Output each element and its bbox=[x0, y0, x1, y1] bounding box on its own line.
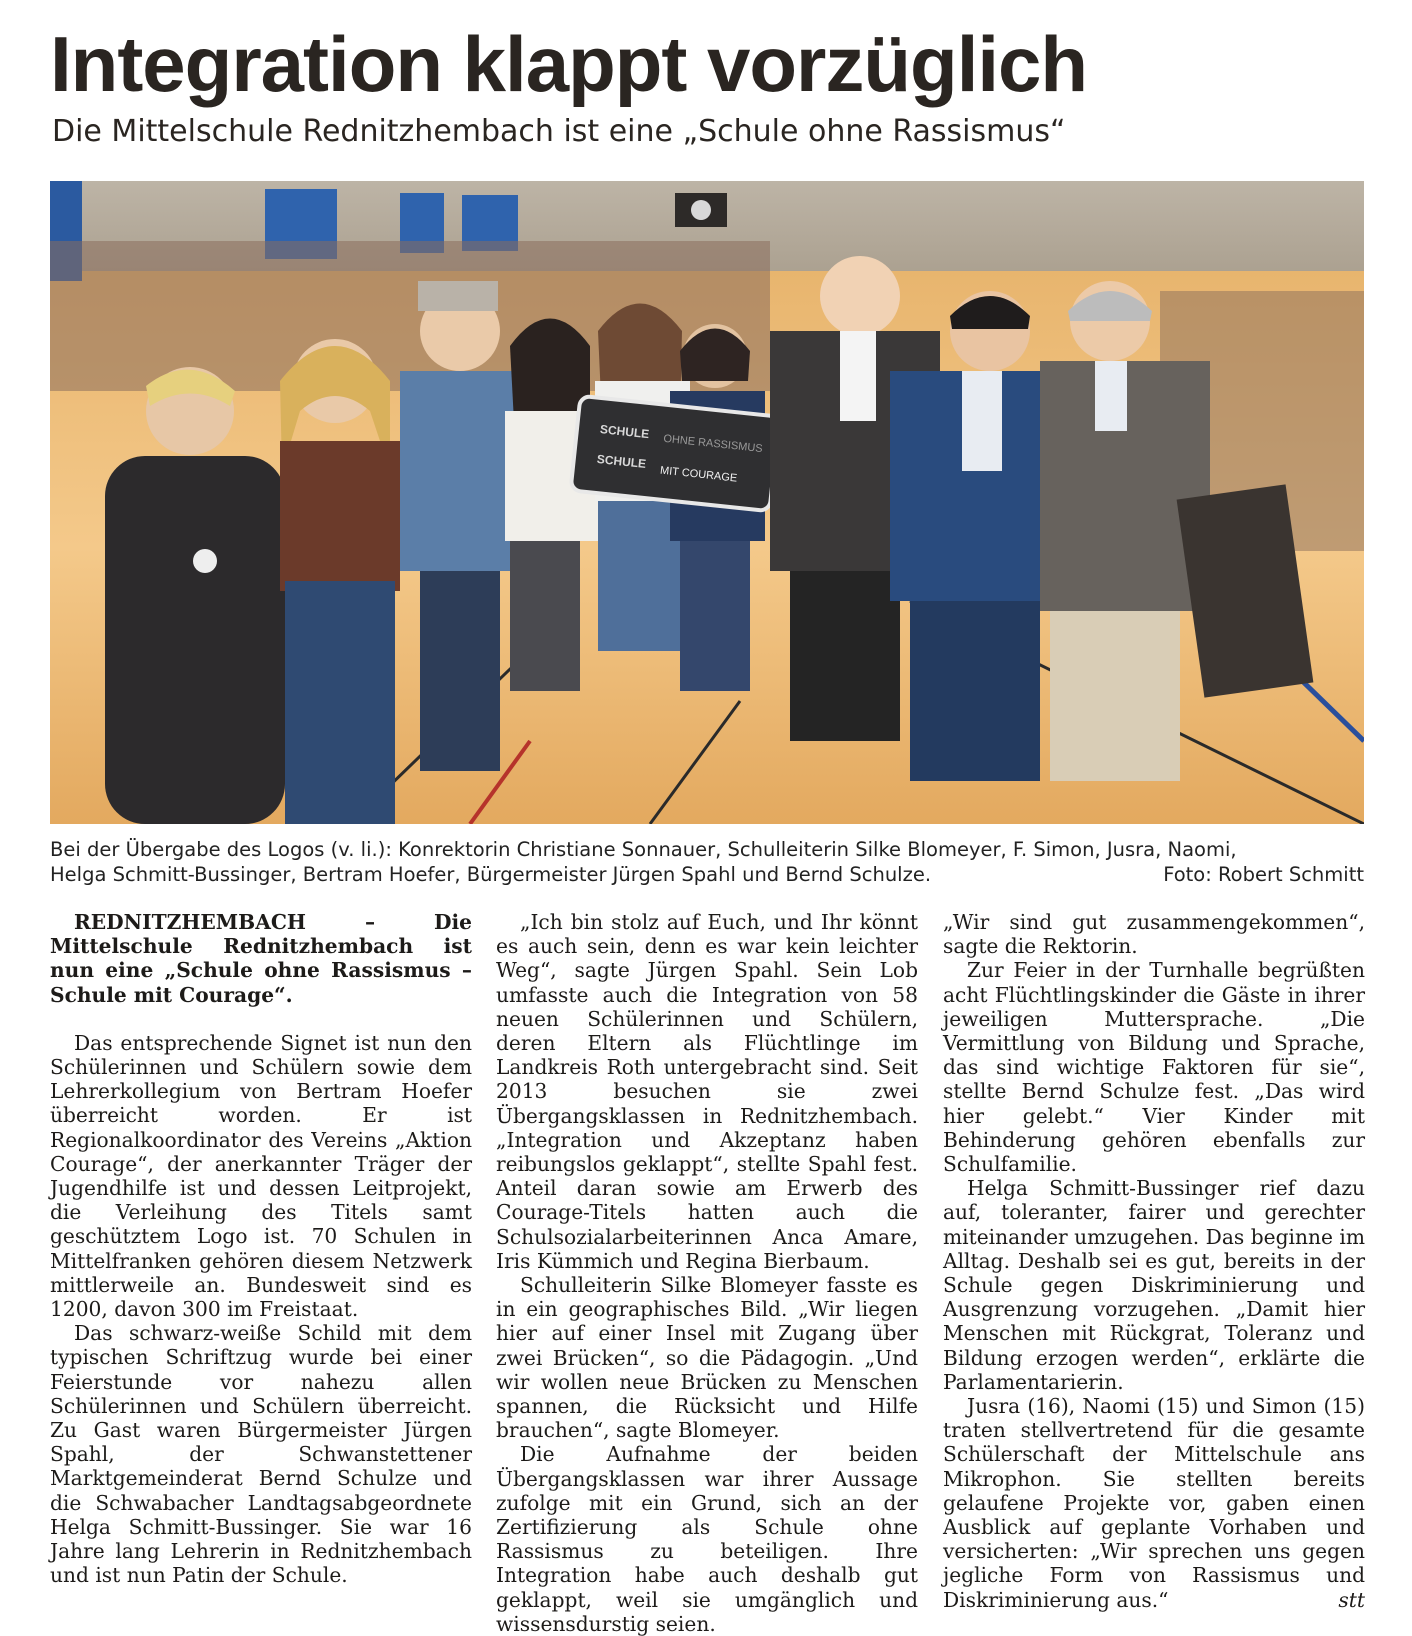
text-column-3 bbox=[943, 910, 1365, 1612]
body-paragraph: „Wir sind gut zusammengekommen“, sagte die Rektorin. bbox=[943, 910, 1365, 959]
article-photo bbox=[50, 181, 1364, 824]
body-paragraph: Schulleiterin Silke Blomeyer fasste es in ein geographisches Bild. „Wir liegen hier auf einer Insel mit Zugang über zwei Brücken“, so die Pädagogin. „Und wir wollen neue Brücken zu Menschen spannen, die Rücksicht und Hilfe brauchen“, sagte Blomeyer. bbox=[496, 1273, 918, 1443]
text-column-1 bbox=[50, 910, 472, 1587]
body-paragraph: Die Aufnahme der beiden Übergangsklassen war ihrer Aussage zufolge mit ein Grund, sich an der Zertifizierung als Schule ohne Rassismus zu beteiligen. Ihre Integration habe auch deshalb gut geklappt, weil sie umgänglich und wissensdurstig seien. bbox=[496, 1442, 918, 1636]
lead-paragraph: REDNITZHEMBACH – Die Mittelschule Rednitzhembach ist nun eine „Schule ohne Rassismus – Schule mit Courage“. bbox=[50, 910, 472, 1007]
body-paragraph: Zur Feier in der Turnhalle begrüßten acht Flüchtlingskinder die Gäste in ihrer jeweiligen Muttersprache. „Die Vermittlung von Bildung und Sprache, das sind wichtige Faktoren für sie“, stellte Bernd Schulze fest. „Das wird hier gelebt.“ Vier Kinder mit Behinderung gehören ebenfalls zur Schulfamilie. bbox=[943, 958, 1365, 1177]
body-paragraph: Jusra (16), Naomi (15) und Simon (15) traten stellvertretend für die gesamte Schülerschaft der Mittelschule ans Mikrophon. Sie stellten bereits gelaufene Projekte vor, gaben einen Ausblick auf geplante Vorhaben und versicherten: „Wir sprechen uns gegen jegliche Form von Rassismus und Diskriminierung aus.“ stt bbox=[943, 1394, 1365, 1612]
sign-text: SCHULE bbox=[596, 451, 647, 471]
body-paragraph: Das schwarz-weiße Schild mit dem typischen Schriftzug wurde bei einer Feierstunde vor nahezu allen Schülerinnen und Schülern überreicht. Zu Gast waren Bürgermeister Jürgen Spahl, der Schwanstettener Marktgemeinderat Bernd Schulze und die Schwabacher Landtagsabgeordnete Helga Schmitt-Bussinger. Sie war 16 Jahre lang Lehrerin in Rednitzhembach und ist nun Patin der Schule. bbox=[50, 1321, 472, 1588]
body-paragraph: „Ich bin stolz auf Euch, und Ihr könnt es auch sein, denn es war kein leichter Weg“, sagte Jürgen Spahl. Sein Lob umfasste auch die Integration von 58 neuen Schülerinnen und Schülern, deren Eltern als Flüchtlinge im Landkreis Roth untergebracht sind. Seit 2013 besuchen sie zwei Übergangsklassen in Rednitzhembach. „Integration und Akzeptanz haben reibungslos geklappt“, stellte Spahl fest. Anteil daran sowie am Erwerb des Courage-Titels hatten auch die Schulsozialarbeiterinnen Anca Amare, Iris Kümmich und Regina Bierbaum. bbox=[496, 910, 918, 1273]
sign-text: OHNE RASSISMUS bbox=[662, 432, 764, 456]
sign-text: SCHULE bbox=[599, 422, 650, 442]
caption-line-1: Bei der Übergabe des Logos (v. li.): Konrektorin Christiane Sonnauer, Schulleiterin Silke Blomeyer, F. Simon, Jusra, Naomi, bbox=[50, 838, 1237, 861]
caption-line-2: Helga Schmitt-Bussinger, Bertram Hoefer, Bürgermeister Jürgen Spahl und Bernd Schulze. bbox=[50, 863, 932, 886]
author-signature: stt bbox=[1338, 1587, 1365, 1612]
person-silke-blomeyer bbox=[280, 339, 400, 824]
logo-sign bbox=[571, 396, 780, 511]
body-paragraph: Das entsprechende Signet ist nun den Schülerinnen und Schülern sowie dem Lehrerkollegium von Bertram Hoefer überreicht worden. Er ist Regionalkoordinator des Vereins „Aktion Courage“, der anerkannter Träger der Jugendhilfe ist und dessen Leitprojekt, die Verleihung des Titels samt geschütztem Logo ist. 70 Schulen in Mittelfranken gehören diesem Netzwerk mittlerweile an. Bundesweit sind es 1200, davon 300 im Freistaat. bbox=[50, 1030, 472, 1322]
body-paragraph: Helga Schmitt-Bussinger rief dazu auf, toleranter, fairer und gerechter miteinander umzugehen. Das beginne im Alltag. Deshalb sei es gut, bereits in der Schule gegen Diskriminierung und Ausgrenzung vorzugehen. „Damit hier Menschen mit Rückgrat, Toleranz und Bildung erzogen werden“, erklärte die Parlamentarierin. bbox=[943, 1176, 1365, 1394]
subheadline: Die Mittelschule Rednitzhembach ist eine „Schule ohne Rassismus“ bbox=[52, 114, 1066, 149]
sign-text: MIT COURAGE bbox=[659, 464, 738, 485]
headline: Integration klappt vorzüglich bbox=[50, 20, 1088, 108]
text-column-2 bbox=[496, 910, 918, 1636]
photo-credit: Foto: Robert Schmitt bbox=[1163, 863, 1364, 886]
photo-caption bbox=[50, 837, 1364, 887]
